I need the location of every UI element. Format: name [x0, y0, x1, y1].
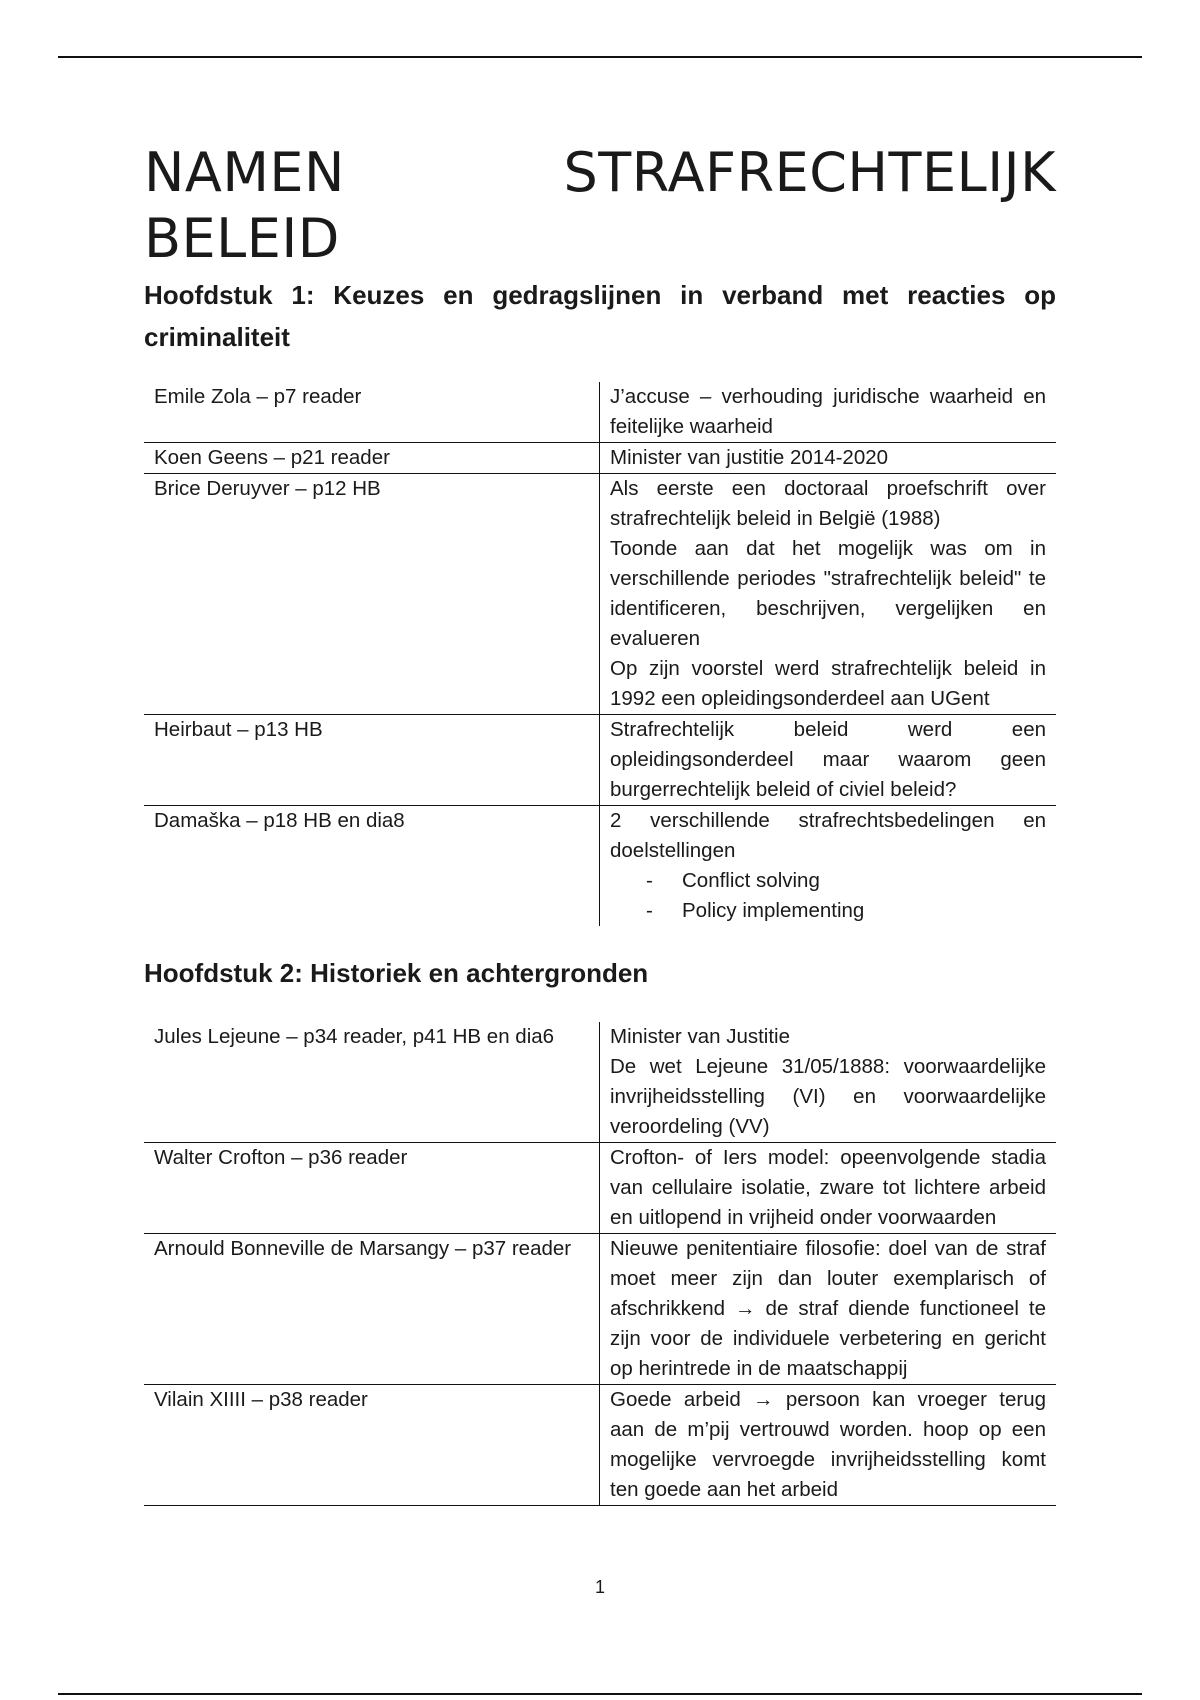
person-name: Walter Crofton – p36 reader: [144, 1143, 600, 1234]
description-text: Toonde aan dat het mogelijk was om in verschillende periodes "strafrechtelijk beleid" te identificeren, beschrijven, vergelijken en evalueren: [610, 537, 1046, 650]
description-text: Nieuwe penitentiaire filosofie: doel van de straf moet meer zijn dan louter exemplarisch of afschrikkend → de straf diende functioneel te zijn voor de individuele verbetering en gericht op herintrede in de maatschappij: [610, 1237, 1046, 1380]
table-row: [144, 1385, 1056, 1506]
person-description: [600, 474, 1057, 715]
table-row: [144, 382, 1056, 443]
person-description: [600, 715, 1057, 806]
description-text: De wet Lejeune 31/05/1888: voorwaardelijke invrijheidsstelling (VI) en voorwaardelijke veroordeling (VV): [610, 1055, 1046, 1138]
person-description: [600, 1385, 1057, 1506]
table-row: [144, 806, 1056, 927]
list-item: - Conflict solving: [646, 866, 1046, 896]
person-description: [600, 443, 1057, 474]
person-description: [600, 806, 1057, 927]
description-text: Minister van justitie 2014-2020: [610, 446, 889, 469]
table-row: [144, 1234, 1056, 1385]
description-text: Minister van Justitie: [610, 1025, 791, 1048]
list-item: - Policy implementing: [646, 896, 1046, 926]
chapter-1-table: [144, 382, 1056, 926]
person-description: [600, 1234, 1057, 1385]
description-text: 2 verschillende strafrechtsbedelingen en doelstellingen: [610, 809, 1046, 862]
chapter-1-heading: Hoofdstuk 1: Keuzes en gedragslijnen in verband met reacties op criminaliteit: [144, 280, 1056, 352]
table-row: [144, 1143, 1056, 1234]
header-rule: [58, 56, 1142, 58]
description-text: Op zijn voorstel werd strafrechtelijk beleid in 1992 een opleidingsonderdeel aan UGent: [610, 657, 1046, 710]
description-text: Strafrechtelijk beleid werd een opleidingsonderdeel maar waarom geen burgerrechtelijk beleid of civiel beleid?: [610, 718, 1046, 801]
table-row: [144, 474, 1056, 715]
footer-rule: [58, 1693, 1142, 1695]
description-text: Goede arbeid → persoon kan vroeger terug aan de m’pij vertrouwd worden. hoop op een mogelijke vervroegde invrijheidsstelling komt ten goede aan het arbeid: [610, 1388, 1046, 1501]
document-title: NAMEN STRAFRECHTELIJK BELEID: [144, 141, 1056, 270]
person-name: Brice Deruyver – p12 HB: [144, 474, 600, 715]
person-name: Damaška – p18 HB en dia8: [144, 806, 600, 927]
chapter-2-table: [144, 1022, 1056, 1506]
person-description: [600, 382, 1057, 443]
table-row: [144, 443, 1056, 474]
person-name: Arnould Bonneville de Marsangy – p37 reader: [144, 1234, 600, 1385]
description-text: J’accuse – verhouding juridische waarheid en feitelijke waarheid: [610, 385, 1046, 438]
person-description: [600, 1022, 1057, 1143]
person-name: Emile Zola – p7 reader: [154, 385, 362, 408]
description-text: Als eerste een doctoraal proefschrift over strafrechtelijk beleid in België (1988): [610, 477, 1046, 530]
person-name: Vilain XIIII – p38 reader: [144, 1385, 600, 1506]
description-text: Crofton- of Iers model: opeenvolgende stadia van cellulaire isolatie, zware tot lichtere arbeid en uitlopend in vrijheid onder voorwaarden: [610, 1146, 1046, 1229]
person-description: [600, 1143, 1057, 1234]
page-content: [144, 140, 1056, 1506]
table-row: [144, 715, 1056, 806]
person-name: Heirbaut – p13 HB: [144, 715, 600, 806]
person-name: Jules Lejeune – p34 reader, p41 HB en dia6: [154, 1025, 555, 1048]
person-name: Koen Geens – p21 reader: [144, 443, 600, 474]
bullet-list: [610, 866, 1046, 926]
table-row: [144, 1022, 1056, 1143]
chapter-2-heading: Hoofdstuk 2: Historiek en achtergronden: [144, 958, 649, 988]
page-number: 1: [594, 1577, 605, 1597]
